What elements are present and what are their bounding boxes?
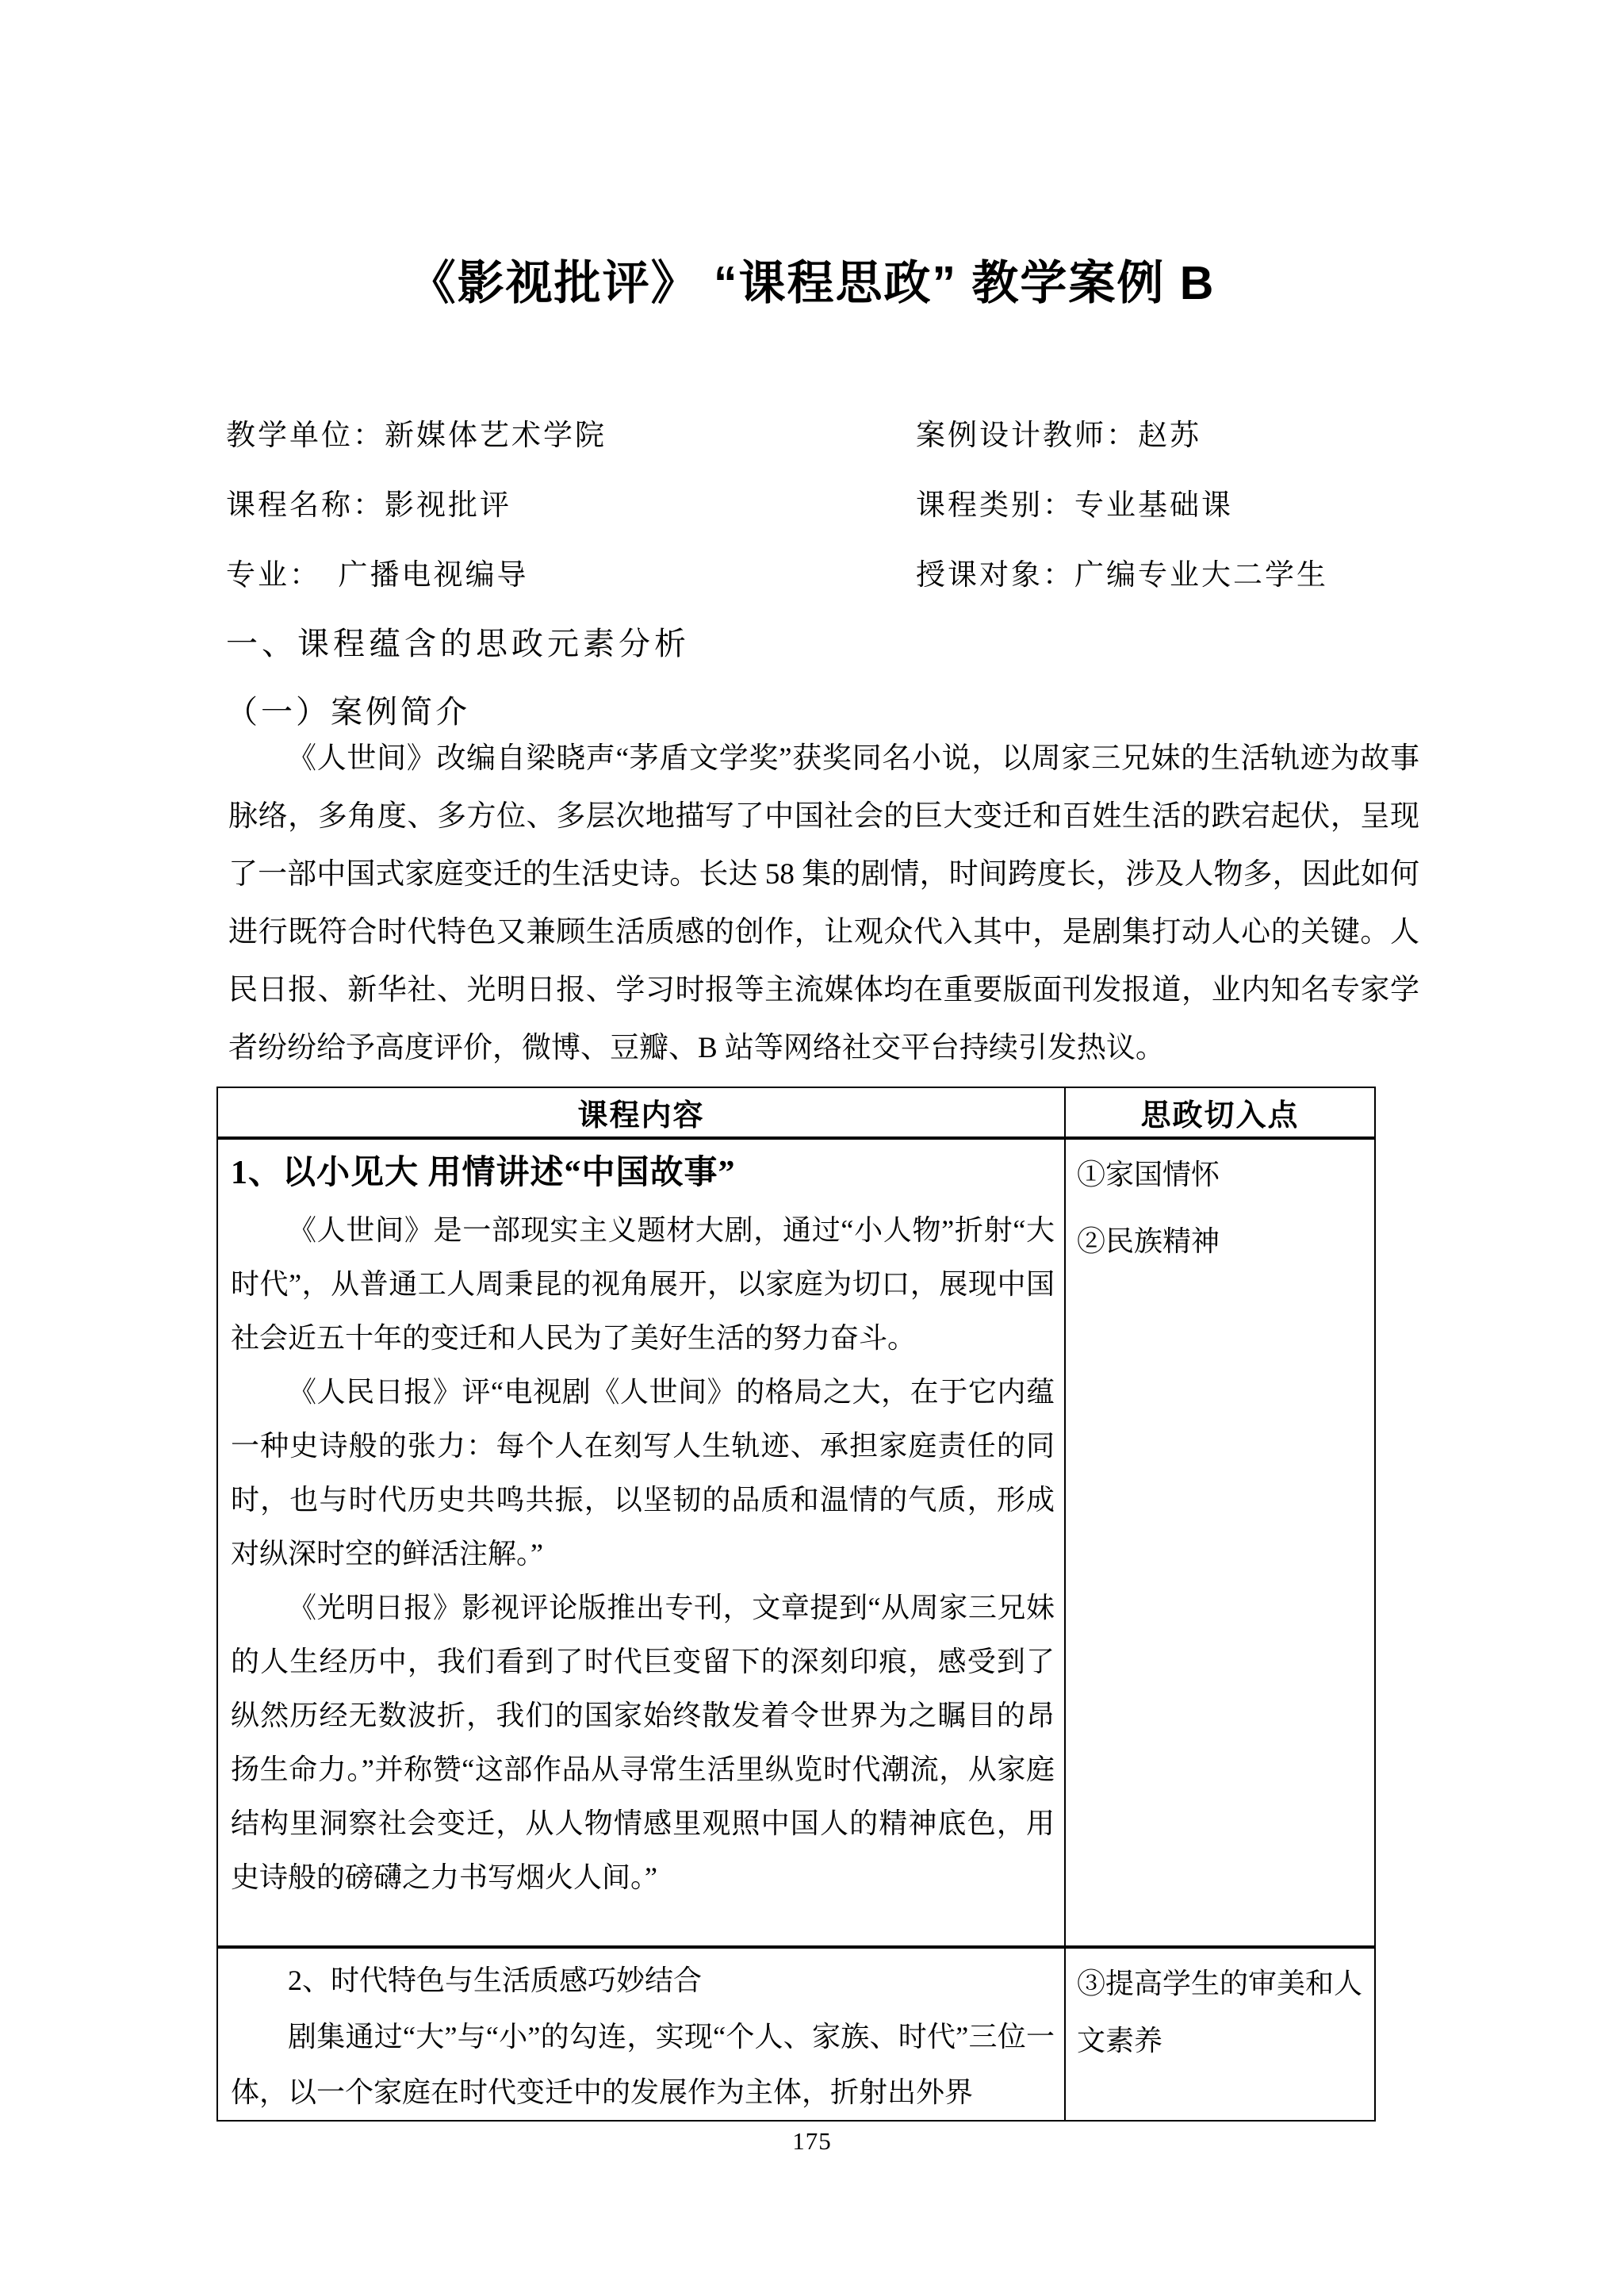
course-content-table	[216, 1087, 1376, 2122]
meta-teaching-unit: 教学单位：新媒体艺术学院	[226, 420, 607, 452]
content-cell-section-1	[217, 1138, 1065, 1947]
content-title-1: 1、以小见大 用情讲述“中国故事”	[231, 1155, 736, 1191]
meta-major: 专业： 广播电视编导	[226, 559, 529, 592]
sizheng-point: ①家国情怀	[1077, 1159, 1220, 1190]
points-cell-section-2	[1065, 1947, 1375, 2121]
meta-course-category: 课程类别：专业基础课	[916, 489, 1233, 522]
table-header-course-content: 课程内容	[217, 1087, 1065, 1138]
content-paragraph: 《人民日报》评“电视剧《人世间》的格局之大，在于它内蕴一种史诗般的张力：每个人在刻写人生轨迹、承担家庭责任的同时，也与时代历史共鸣共振，以坚韧的品质和温情的气质，形成对纵深时空的鲜活注解。”	[231, 1376, 1055, 1570]
sizheng-point: ③提高学生的审美和人文素养	[1077, 1968, 1363, 2056]
content-cell-section-2	[217, 1947, 1065, 2121]
meta-course-name: 课程名称：影视批评	[226, 489, 511, 522]
page-title: 《影视批评》 “课程思政” 教学案例 B	[408, 257, 1216, 309]
content-paragraph: 《人世间》是一部现实主义题材大剧，通过“小人物”折射“大时代”，从普通工人周秉昆的视角展开，以家庭为切口，展现中国社会近五十年的变迁和人民为了美好生活的努力奋斗。	[231, 1214, 1055, 1354]
content-paragraph: 《光明日报》影视评论版推出专刊，文章提到“从周家三兄妹的人生经历中，我们看到了时代巨变留下的深刻印痕，感受到了纵然历经无数波折，我们的国家始终散发着令世界为之瞩目的昂扬生命力。”并称赞“这部作品从寻常生活里纵览时代潮流，从家庭结构里洞察社会变迁，从人物情感里观照中国人的精神底色，用史诗般的磅礴之力书写烟火人间。”	[231, 1592, 1055, 1893]
section-heading-analysis: 一、课程蕴含的思政元素分析	[226, 626, 690, 661]
table-row	[217, 1947, 1375, 2121]
subsection-heading-case-intro: （一）案例简介	[226, 694, 470, 730]
table-header-sizheng-points: 思政切入点	[1065, 1087, 1375, 1138]
course-meta-block	[226, 411, 1465, 620]
meta-row	[226, 411, 1465, 481]
content-paragraph: 剧集通过“大”与“小”的勾连，实现“个人、家族、时代”三位一体，以一个家庭在时代变迁中的发展作为主体，折射出外界	[231, 2021, 1055, 2108]
table-row	[217, 1138, 1375, 1947]
page-number: 175	[792, 2127, 832, 2155]
meta-row	[226, 481, 1465, 550]
points-cell-section-1	[1065, 1138, 1375, 1947]
case-intro-paragraph: 《人世间》改编自梁晓声“茅盾文学奖”获奖同名小说，以周家三兄妹的生活轨迹为故事脉络，多角度、多方位、多层次地描写了中国社会的巨大变迁和百姓生活的跌宕起伏，呈现了一部中国式家庭变迁的生活史诗。长达 58 集的剧情，时间跨度长，涉及人物多，因此如何进行既符合时代特色又兼顾生活质感的创作，让观众代入其中，是剧集打动人心的关键。人民日报、新华社、光明日报、学习时报等主流媒体均在重要版面刊发报道，业内知名专家学者纷纷给予高度评价，微博、豆瓣、B 站等网络社交平台持续引发热议。	[228, 742, 1419, 1064]
meta-row	[226, 550, 1465, 620]
meta-audience: 授课对象：广编专业大二学生	[916, 559, 1328, 592]
meta-case-designer: 案例设计教师：赵苏	[916, 420, 1201, 452]
sizheng-point: ②民族精神	[1077, 1225, 1220, 1257]
content-title-2: 2、时代特色与生活质感巧妙结合	[288, 1964, 703, 1996]
table-header-row	[217, 1087, 1375, 1138]
